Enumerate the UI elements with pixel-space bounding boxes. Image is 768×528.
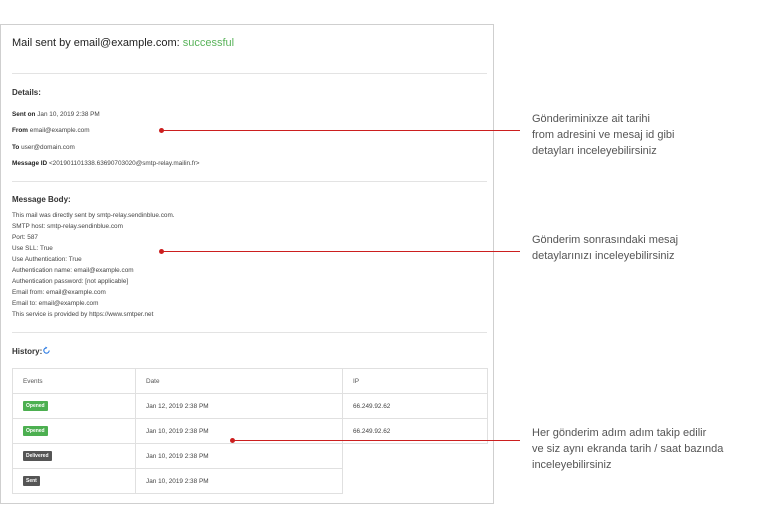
annotation-details [532,111,674,159]
column-header-ip: IP [343,369,488,394]
message-id-value: <201901101338.63690703020@smtp-relay.mailin.fr> [48,160,200,167]
to-row [12,144,75,151]
table-row [13,394,488,419]
column-header-events: Events [13,369,136,394]
message-body-line: Email to: email@example.com [12,300,99,307]
status-badge: Delivered [23,451,52,461]
annotation-line: detayları inceleyebilirsiniz [532,145,657,157]
annotation-line: from adresini ve mesaj id gibi [532,129,675,141]
ip-cell [343,444,488,469]
to-value: user@domain.com [21,144,75,151]
annotation-line: Her gönderim adım adım takip edilir [532,427,707,439]
table-header-row [13,369,488,394]
divider [12,332,487,333]
event-cell [13,444,136,469]
event-cell [13,419,136,444]
sent-on-label: Sent on [12,111,36,118]
mail-log-panel [0,24,494,504]
message-body-line: SMTP host: smtp-relay.sendinblue.com [12,223,123,230]
callout-line [162,130,520,131]
annotation-line: inceleyebilirsiniz [532,459,612,471]
annotation-line: detaylarınızı inceleyebilirsiniz [532,250,675,262]
callout-line [233,440,520,441]
ip-cell [343,469,488,494]
history-label: History: [12,347,43,356]
divider [12,73,487,74]
date-cell: Jan 12, 2019 2:38 PM [136,394,343,419]
history-table [12,368,488,494]
message-body-line: Port: 587 [12,234,38,241]
date-cell: Jan 10, 2019 2:38 PM [136,419,343,444]
details-label: Details: [12,88,41,97]
from-label: From [12,127,28,134]
annotation-line: Gönderiminixze ait tarihi [532,113,650,125]
from-row [12,127,90,134]
message-id-row [12,160,199,167]
message-body-line: This mail was directly sent by smtp-relay.sendinblue.com. [12,212,175,219]
from-value: email@example.com [29,127,90,134]
table-row [13,469,488,494]
message-body-line: Authentication password: [not applicable] [12,278,129,285]
annotation-history [532,425,723,473]
message-id-label: Message ID [12,160,48,167]
event-cell [13,394,136,419]
ip-cell: 66.249.92.62 [343,419,488,444]
divider [12,181,487,182]
mail-title [12,37,234,49]
status-badge: Opened [23,426,48,436]
to-label: To [12,144,20,151]
annotation-message-body [532,232,678,264]
message-body-label: Message Body: [12,195,71,204]
status-badge: Opened [23,401,48,411]
message-body-line: Email from: email@example.com [12,289,106,296]
mail-status: successful [182,37,235,49]
status-badge: Sent [23,476,40,486]
message-body-line: This service is provided by https://www.smtper.net [12,311,154,318]
date-cell: Jan 10, 2019 2:38 PM [136,469,343,494]
refresh-icon[interactable] [42,346,51,355]
message-body-line: Authentication name: email@example.com [12,267,134,274]
ip-cell: 66.249.92.62 [343,394,488,419]
annotation-line: Gönderim sonrasındaki mesaj [532,234,679,246]
message-body-line: Use Authentication: True [12,256,82,263]
mail-title-prefix: Mail sent by email@example.com: [12,37,180,49]
callout-line [162,251,520,252]
event-cell [13,469,136,494]
sent-on-value: Jan 10, 2019 2:38 PM [37,111,100,118]
annotation-line: ve siz aynı ekranda tarih / saat bazında [532,443,724,455]
message-body-line: Use SLL: True [12,245,53,252]
column-header-date: Date [136,369,343,394]
table-row [13,444,488,469]
sent-on-row [12,111,100,118]
date-cell: Jan 10, 2019 2:38 PM [136,444,343,469]
